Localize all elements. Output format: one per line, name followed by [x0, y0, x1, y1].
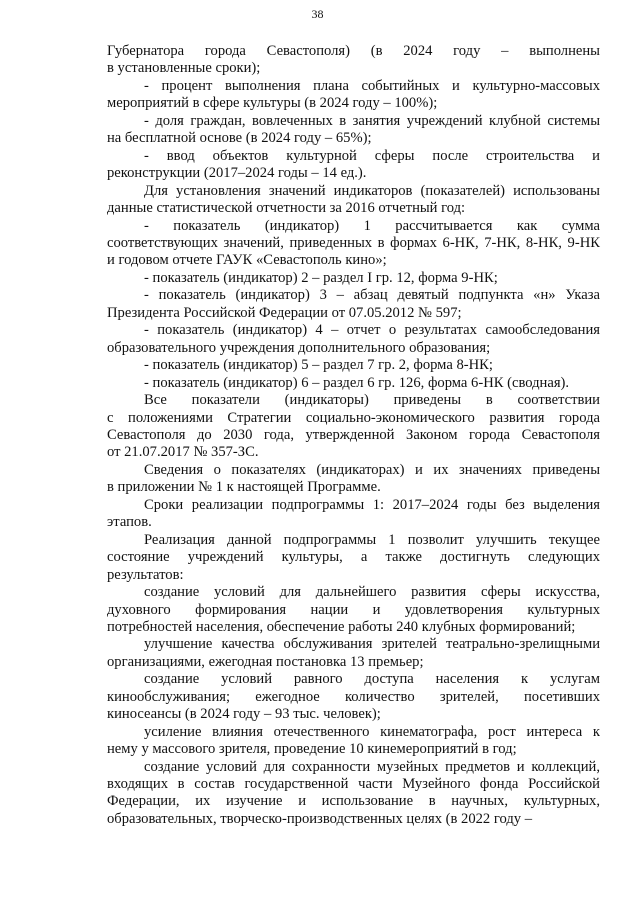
text-line: Сроки реализации подпрограммы 1: 2017–2024 годы без выделения [144, 496, 600, 513]
text-line: мероприятий в сфере культуры (в 2024 году – 100%); [107, 95, 438, 112]
text-line: Все показатели (индикаторы) приведены в соответствии [144, 392, 600, 409]
text-line: образовательного учреждения дополнительного образования; [107, 339, 491, 356]
text-line: - ввод объектов культурной сферы после строительства и [144, 147, 600, 164]
text-line: духовного формирования нации и удовлетворения культурных [107, 601, 600, 618]
text-line: - показатель (индикатор) 6 – раздел 6 гр. 126, форма 6-НК (сводная). [144, 374, 570, 391]
text-line: - показатель (индикатор) 1 рассчитывается как сумма [144, 217, 600, 234]
text-line: - показатель (индикатор) 3 – абзац девятый подпункта «н» Указа [144, 287, 600, 304]
text-line: на бесплатной основе (в 2024 году – 65%); [107, 130, 372, 147]
text-line: - доля граждан, вовлеченных в занятия учреждений клубной системы [144, 112, 600, 129]
text-line: состояние учреждений культуры, а также достигнуть следующих [107, 549, 600, 566]
text-line: создание условий для сохранности музейных предметов и коллекций, [144, 758, 600, 775]
text-line: - показатель (индикатор) 5 – раздел 7 гр. 2, форма 8-НК; [144, 357, 493, 374]
text-line: в установленные сроки); [107, 60, 261, 77]
document-body [107, 43, 600, 828]
text-line: потребностей населения, обеспечение работы 240 клубных формирований; [107, 618, 576, 635]
text-line: Губернатора города Севастополя) (в 2024 году – выполнены [107, 43, 600, 59]
text-line: с положениями Стратегии социально-экономического развития города [107, 409, 600, 426]
text-line: Реализация данной подпрограммы 1 позволит улучшить текущее [144, 531, 600, 548]
text-line: Для установления значений индикаторов (показателей) использованы [144, 182, 600, 199]
text-line: нему у массового зрителя, проведение 10 кинемероприятий в год; [107, 741, 517, 758]
text-line: от 21.07.2017 № 357-ЗС. [107, 444, 259, 461]
text-line: соответствующих значений, приведенных в формах 6-НК, 7-НК, 8-НК, 9-НК [107, 234, 600, 251]
text-line: образовательных, творческо-производственных целях (в 2022 году – [107, 810, 533, 827]
text-line: Севастополя до 2030 года, утвержденной Законом города Севастополя [107, 426, 600, 443]
text-line: и годовом отчете ГАУК «Севастополь кино»; [107, 252, 387, 269]
text-line: кинообслуживания; ежегодное количество зрителей, посетивших [107, 688, 600, 705]
text-line: - показатель (индикатор) 2 – раздел I гр. 12, форма 9-НК; [144, 269, 498, 286]
text-line: - процент выполнения плана событийных и культурно-массовых [144, 77, 600, 94]
text-line: создание условий для дальнейшего развития сферы искусства, [144, 584, 600, 601]
page-number: 38 [311, 7, 324, 21]
text-line: организациями, ежегодная постановка 13 премьер; [107, 653, 424, 670]
text-line: киносеансы (в 2024 году – 93 тыс. человек); [107, 706, 381, 723]
text-line: Сведения о показателях (индикаторах) и их значениях приведены [144, 461, 600, 478]
text-line: - показатель (индикатор) 4 – отчет о результатах самообследования [144, 322, 600, 339]
text-line: этапов. [107, 514, 152, 531]
text-line: Федерации, их изучение и использование в научных, культурных, [107, 793, 600, 810]
text-line: улучшение качества обслуживания зрителей театрально-зрелищными [144, 636, 600, 653]
text-line: усиление влияния отечественного кинематографа, рост интереса к [144, 723, 600, 740]
text-line: входящих в состав государственной части Музейного фонда Российской [107, 776, 600, 793]
text-line: в приложении № 1 к настоящей Программе. [107, 479, 381, 496]
text-line: реконструкции (2017–2024 годы – 14 ед.). [107, 165, 367, 182]
text-line: данные статистической отчетности за 2016 отчетный год: [107, 200, 466, 217]
text-line: создание условий равного доступа населения к услугам [144, 671, 600, 688]
text-line: Президента Российской Федерации от 07.05.2012 № 597; [107, 304, 462, 321]
text-line: результатов: [107, 566, 184, 583]
